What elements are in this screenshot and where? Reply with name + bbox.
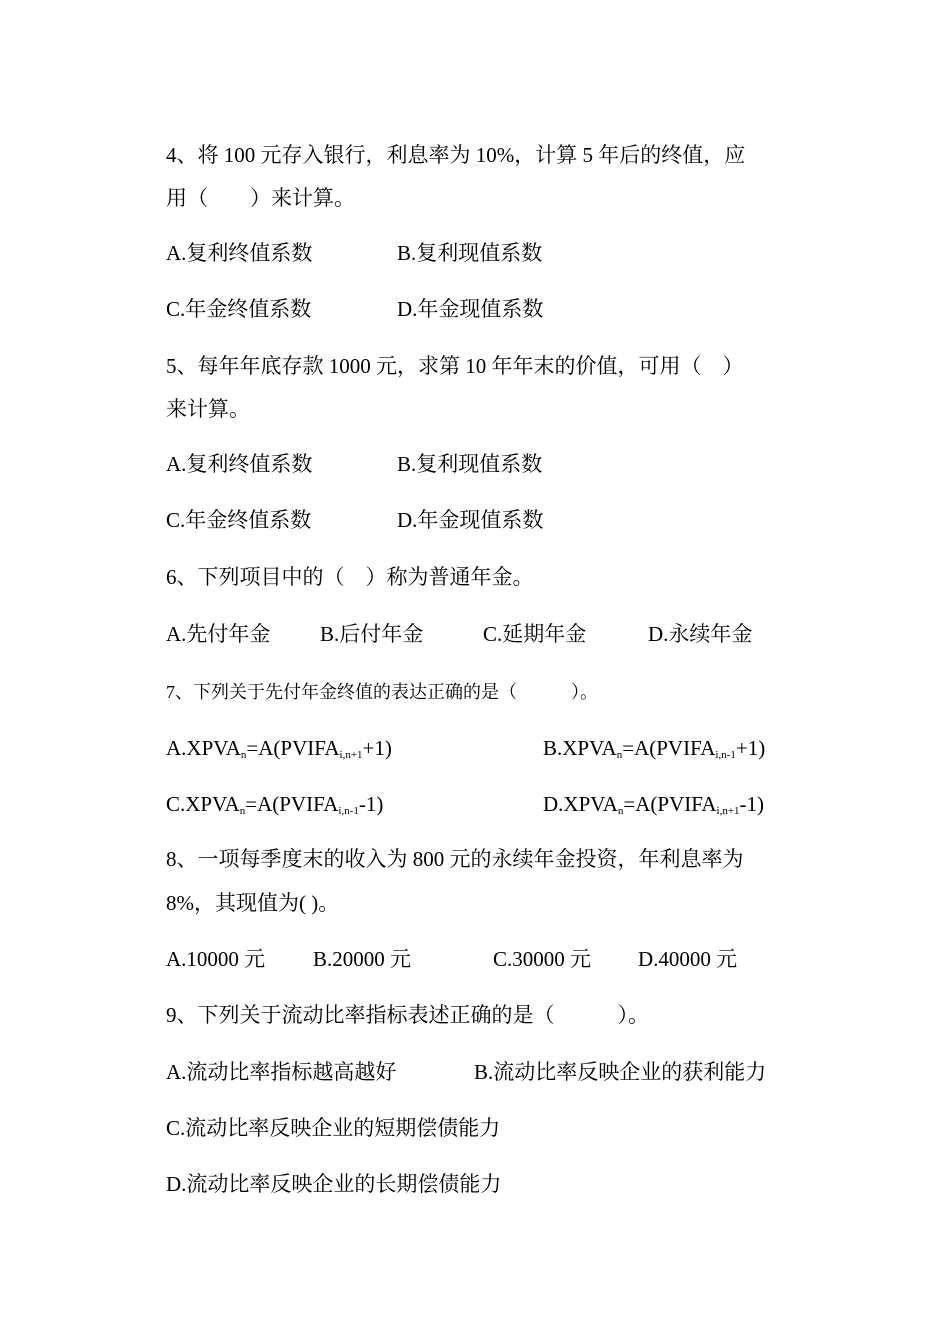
question-8-stem-line-1: 8、一项每季度末的收入为 800 元的永续年金投资，年利息率为: [166, 847, 744, 871]
question-6-option-c: C.延期年金: [483, 622, 587, 646]
question-9-option-c: C.流动比率反映企业的短期偿债能力: [166, 1116, 501, 1140]
question-9-stem: 9、下列关于流动比率指标表述正确的是（ ）。: [166, 1003, 649, 1027]
question-9-option-b: B.流动比率反映企业的获利能力: [474, 1060, 767, 1084]
question-4-stem-line-1: 4、将 100 元存入银行，利息率为 10%，计算 5 年后的终值，应: [166, 143, 746, 167]
question-8-option-b: B.20000 元: [313, 947, 412, 971]
question-5-option-b: B.复利现值系数: [397, 452, 543, 476]
question-6-option-b: B.后付年金: [320, 622, 424, 646]
question-4-stem-line-2: 用（ ）来计算。: [166, 186, 355, 210]
question-5-option-a: A.复利终值系数: [166, 452, 313, 476]
question-8-stem-line-2: 8%，其现值为( )。: [166, 891, 340, 915]
question-4-option-c: C.年金终值系数: [166, 297, 312, 321]
question-8-option-a: A.10000 元: [166, 947, 266, 971]
question-6-option-d: D.永续年金: [648, 622, 753, 646]
question-8-option-d: D.40000 元: [638, 947, 738, 971]
question-4-option-d: D.年金现值系数: [397, 297, 544, 321]
question-5-stem-line-2: 来计算。: [166, 397, 250, 421]
question-5-option-d: D.年金现值系数: [397, 508, 544, 532]
question-4-option-b: B.复利现值系数: [397, 241, 543, 265]
question-5-stem-line-1: 5、每年年底存款 1000 元，求第 10 年年末的价值，可用（ ）: [166, 354, 744, 378]
question-7-stem: 7、下列关于先付年金终值的表达正确的是（ ）。: [166, 682, 598, 702]
question-7-option-d: $D.XPVA_n=A(PVIFA_{i,n+1}-1)$: [543, 792, 765, 817]
question-8-option-c: C.30000 元: [493, 947, 592, 971]
question-5-option-c: C.年金终值系数: [166, 508, 312, 532]
question-4-option-a: A.复利终值系数: [166, 241, 313, 265]
question-9-option-a: A.流动比率指标越高越好: [166, 1060, 397, 1084]
question-7-option-a: $A.XPVA_n=A(PVIFA_{i,n+1}+1)$: [166, 736, 392, 761]
question-7-option-b: $B.XPVA_n=A(PVIFA_{i,n-1}+1)$: [543, 736, 766, 761]
question-6-stem: 6、下列项目中的（ ）称为普通年金。: [166, 565, 534, 589]
question-7-option-c: $C.XPVA_n=A(PVIFA_{i,n-1}-1)$: [166, 792, 384, 817]
question-6-option-a: A.先付年金: [166, 622, 271, 646]
question-9-option-d: D.流动比率反映企业的长期偿债能力: [166, 1172, 502, 1196]
